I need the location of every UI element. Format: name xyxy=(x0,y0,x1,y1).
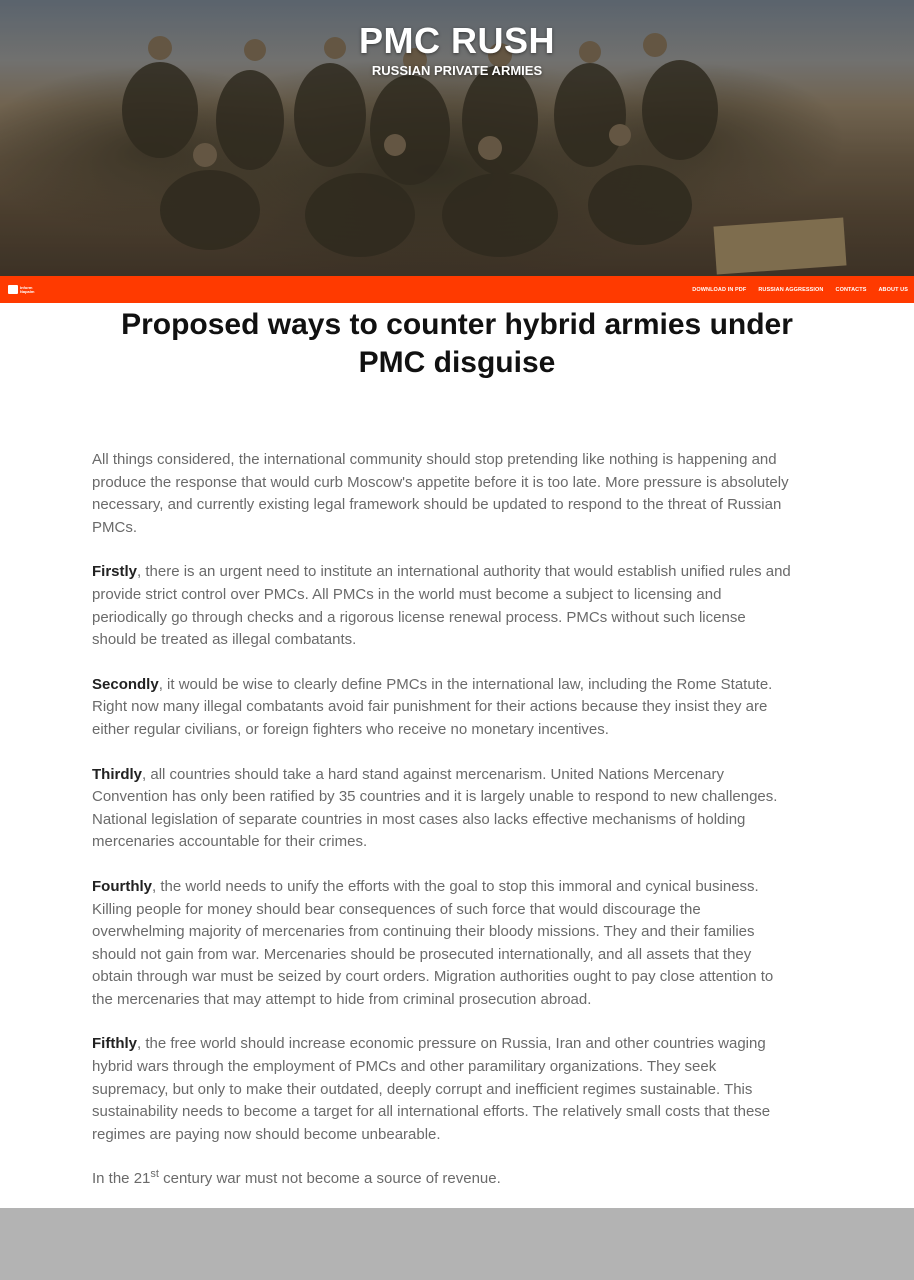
point-lead: Thirdly xyxy=(92,765,143,783)
point-text: , there is an urgent need to institute an international authority that would establish unified rules and provide strict control over PMCs. All PMCs in the world must become a subject to licensing and periodically go through checks and a rigorous license renewal process. PMCs without such license should be treated as illegal combatants. xyxy=(92,563,791,649)
point-lead: Secondly xyxy=(92,675,159,693)
nav-bar xyxy=(0,276,914,303)
point-lead: Fifthly xyxy=(92,1035,137,1053)
nav-about-us[interactable]: ABOUT US xyxy=(878,286,908,293)
point-text: , the free world should increase economic pressure on Russia, Iran and other countries waging hybrid wars through the employment of PMCs and other paramilitary organizations. They seek supremacy, but only to make their outdated, deeply corrupt and inefficient regimes sustainable. This sustainability needs to become a target for all international efforts. The relatively small costs that these regimes are paying now should become unbearable. xyxy=(92,1035,771,1143)
nav-download-pdf[interactable]: DOWNLOAD IN PDF xyxy=(692,286,747,293)
closing-superscript: st xyxy=(150,1168,159,1181)
point-paragraph-firstly xyxy=(92,561,792,651)
article-title: Proposed ways to counter hybrid armies under PMC disguise xyxy=(121,308,793,379)
closing-text-after: century war must not become a source of revenue. xyxy=(158,1170,501,1188)
point-paragraph-secondly xyxy=(92,674,792,742)
nav-russian-aggression[interactable]: RUSSIAN AGGRESSION xyxy=(758,286,824,293)
point-lead: Firstly xyxy=(92,563,138,581)
hero-banner xyxy=(0,0,914,276)
point-paragraph-fourthly xyxy=(92,876,792,1012)
point-paragraph-thirdly xyxy=(92,764,792,854)
point-text: , all countries should take a hard stand against mercenarism. United Nations Mercenary Convention has only been ratified by 35 countries and it is largely unable to respond to new challenges. National legislation of separate countries in most cases also lacks effective mechanisms of holding mercenaries accountable for their crimes. xyxy=(92,765,778,851)
nav-links xyxy=(680,276,908,303)
point-lead: Fourthly xyxy=(92,877,152,895)
closing-text-before: In the 21 xyxy=(92,1170,151,1188)
point-paragraph-fifthly xyxy=(92,1033,792,1146)
point-text: , the world needs to unify the efforts with the goal to stop this immoral and cynical business. Killing people for money should bear consequences of such force that would discourage the overwhelming majority of mercenaries from continuing their bloody missions. They and their families should not gain from war. Mercenaries should be prosecuted internationally, and all assets that they obtain through war must be seized by court orders. Migration authorities ought to pay close attention to the mercenaries that may attempt to hide from criminal prosecution abroad. xyxy=(92,877,774,1008)
intro-paragraph: All things considered, the international community should stop pretending like nothing is happening and produce the response that would curb Moscow's appetite before it is too late. More pressure is absolutely necessary, and currently existing legal framework should be updated to respond to the threat of Russian PMCs. xyxy=(92,451,789,536)
logo-icon xyxy=(8,285,18,294)
logo-text: Inform Napalm xyxy=(20,284,35,294)
nav-contacts[interactable]: CONTACTS xyxy=(835,286,867,293)
site-title: PMC RUSH xyxy=(358,20,555,61)
point-text: , it would be wise to clearly define PMCs in the international law, including the Rome Statute. Right now many illegal combatants avoid fair punishment for their actions because they insist they are either regular civilians, or foreign fighters who receive no monetary incentives. xyxy=(92,675,773,738)
article-body xyxy=(92,449,792,1213)
closing-paragraph xyxy=(92,1168,792,1191)
site-subtitle: RUSSIAN PRIVATE ARMIES xyxy=(371,63,543,78)
site-logo[interactable] xyxy=(8,284,46,295)
